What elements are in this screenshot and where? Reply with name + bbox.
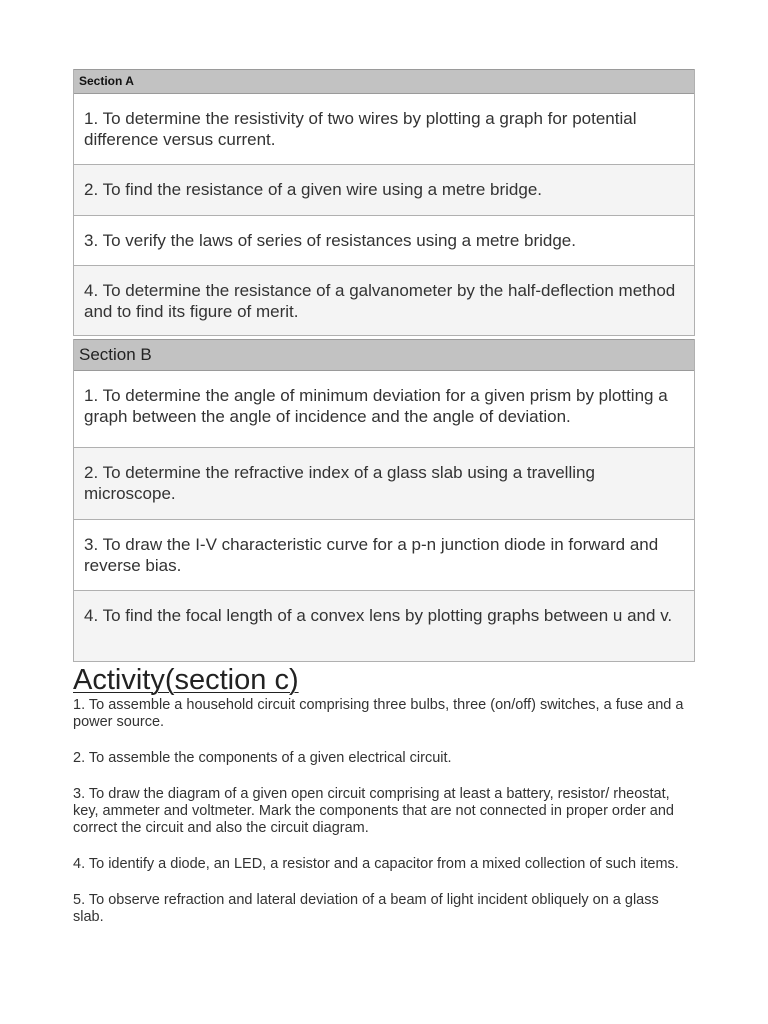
- section-a-item-3: 3. To verify the laws of series of resistances using a metre bridge.: [74, 216, 694, 266]
- activity-item-5: 5. To observe refraction and lateral deviation of a beam of light incident obliquely on a glass slab.: [73, 892, 659, 925]
- activity-list: [73, 697, 688, 945]
- section-b-item-3: 3. To draw the I-V characteristic curve for a p-n junction diode in forward and reverse bias.: [74, 520, 694, 591]
- activity-item-4: 4. To identify a diode, an LED, a resistor and a capacitor from a mixed collection of such items.: [73, 856, 679, 872]
- section-a-item-4: 4. To determine the resistance of a galvanometer by the half-deflection method and to find its figure of merit.: [74, 266, 694, 336]
- section-a-table: [73, 69, 695, 336]
- section-b-header: Section B: [74, 339, 694, 371]
- section-a-item-1: 1. To determine the resistivity of two wires by plotting a graph for potential difference versus current.: [74, 94, 694, 165]
- activity-item-2: 2. To assemble the components of a given electrical circuit.: [73, 750, 452, 766]
- section-a-item-2: 2. To find the resistance of a given wire using a metre bridge.: [74, 165, 694, 216]
- section-a-header: Section A: [74, 69, 694, 94]
- section-b-item-2: 2. To determine the refractive index of a glass slab using a travelling microscope.: [74, 448, 694, 520]
- activity-item-1: 1. To assemble a household circuit comprising three bulbs, three (on/off) switches, a fuse and a power source.: [73, 697, 684, 730]
- activity-item-3: 3. To draw the diagram of a given open circuit comprising at least a battery, resistor/ rheostat, key, ammeter and voltmeter. Mark the components that are not connected in proper order and correct the circuit and also the circuit diagram.: [73, 786, 674, 836]
- section-b-item-1: 1. To determine the angle of minimum deviation for a given prism by plotting a graph between the angle of incidence and the angle of deviation.: [74, 371, 694, 448]
- section-b-item-4: 4. To find the focal length of a convex lens by plotting graphs between u and v.: [74, 591, 694, 662]
- activity-title: Activity(section c): [73, 664, 299, 696]
- section-b-table: [73, 339, 695, 662]
